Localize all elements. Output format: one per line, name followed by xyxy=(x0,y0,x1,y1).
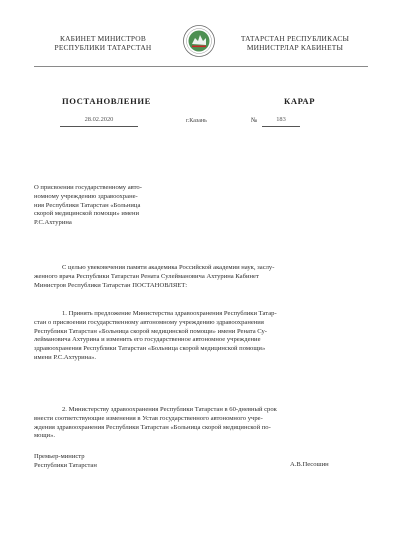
item1-line: здравоохранения Республики Татарстан «Больница скорой медицинской помощи» xyxy=(34,345,266,353)
signatory-position-line: Премьер-министр xyxy=(34,453,85,460)
document-date: 28.02.2020 xyxy=(60,114,138,127)
subject-line: О присвоении государственному авто- xyxy=(34,184,142,191)
header-ru-line-2: РЕСПУБЛИКИ ТАТАРСТАН xyxy=(54,43,152,52)
signatory-position xyxy=(34,452,97,470)
document-city: г.Казань xyxy=(186,118,207,124)
header-tt-line-2: МИНИСТРЛАР КАБИНЕТЫ xyxy=(246,43,344,52)
subject-line: Р.С.Ахтурина xyxy=(34,219,72,227)
item1-line: Республики Татарстан «Больница скорой медицинской помощи» имени Рената Су- xyxy=(34,327,267,335)
preamble-line: С целью увековечения памяти академика Российской академии наук, заслу- xyxy=(62,264,275,271)
tatarstan-emblem-icon xyxy=(182,24,216,58)
header-tt-block xyxy=(220,34,370,52)
header-divider xyxy=(34,66,368,67)
item1-line: 1. Принять предложение Министерства здравоохранения Республики Татар- xyxy=(62,310,277,317)
resolution-item-2 xyxy=(34,406,368,441)
header-tt-line-1: ТАТАРСТАН РЕСПУБЛИКАСЫ xyxy=(240,34,350,43)
signatory-position-line: Республики Татарстан xyxy=(34,462,97,469)
document-number: 183 xyxy=(262,114,300,127)
preamble-line: Министров Республики Татарстан ПОСТАНОВЛЯЕТ: xyxy=(34,281,188,289)
resolution-item-1 xyxy=(34,310,368,363)
header-ru-block xyxy=(28,34,178,52)
signatory-name: А.В.Песошин xyxy=(290,461,329,468)
item2-line: 2. Министерству здравоохранения Республики Татарстан в 60-дневный срок xyxy=(62,406,277,413)
preamble-paragraph xyxy=(34,264,368,290)
document-type-tt: КАРАР xyxy=(284,96,316,106)
item2-line: ждения здравоохранения Республики Татарстан «Больница скорой медицинской по- xyxy=(34,423,271,431)
preamble-line: женного врача Республики Татарстан Рената Сулеймановича Ахтурина Кабинет xyxy=(34,272,259,280)
item1-line: имени Р.С.Ахтурина». xyxy=(34,353,97,361)
document-number-label: № xyxy=(251,117,258,124)
subject-line: номному учреждению здравоохране- xyxy=(34,192,138,200)
document-subject xyxy=(34,184,174,228)
item1-line: леймановича Ахтурина и изменить его государственное автономное учреждение xyxy=(34,336,261,344)
item1-line: стан о присвоении государственному автономному учреждению здравоохранения xyxy=(34,318,264,326)
subject-line: скорой медицинской помощи» имени xyxy=(34,210,140,218)
item2-line: внести соответствующие изменения в Устав государственного автономного учре- xyxy=(34,414,263,422)
subject-line: ния Республики Татарстан «Больница xyxy=(34,201,141,209)
header-ru-line-1: КАБИНЕТ МИНИСТРОВ xyxy=(60,34,146,43)
item2-line: мощи». xyxy=(34,432,56,440)
document-type-ru: ПОСТАНОВЛЕНИЕ xyxy=(62,96,151,106)
